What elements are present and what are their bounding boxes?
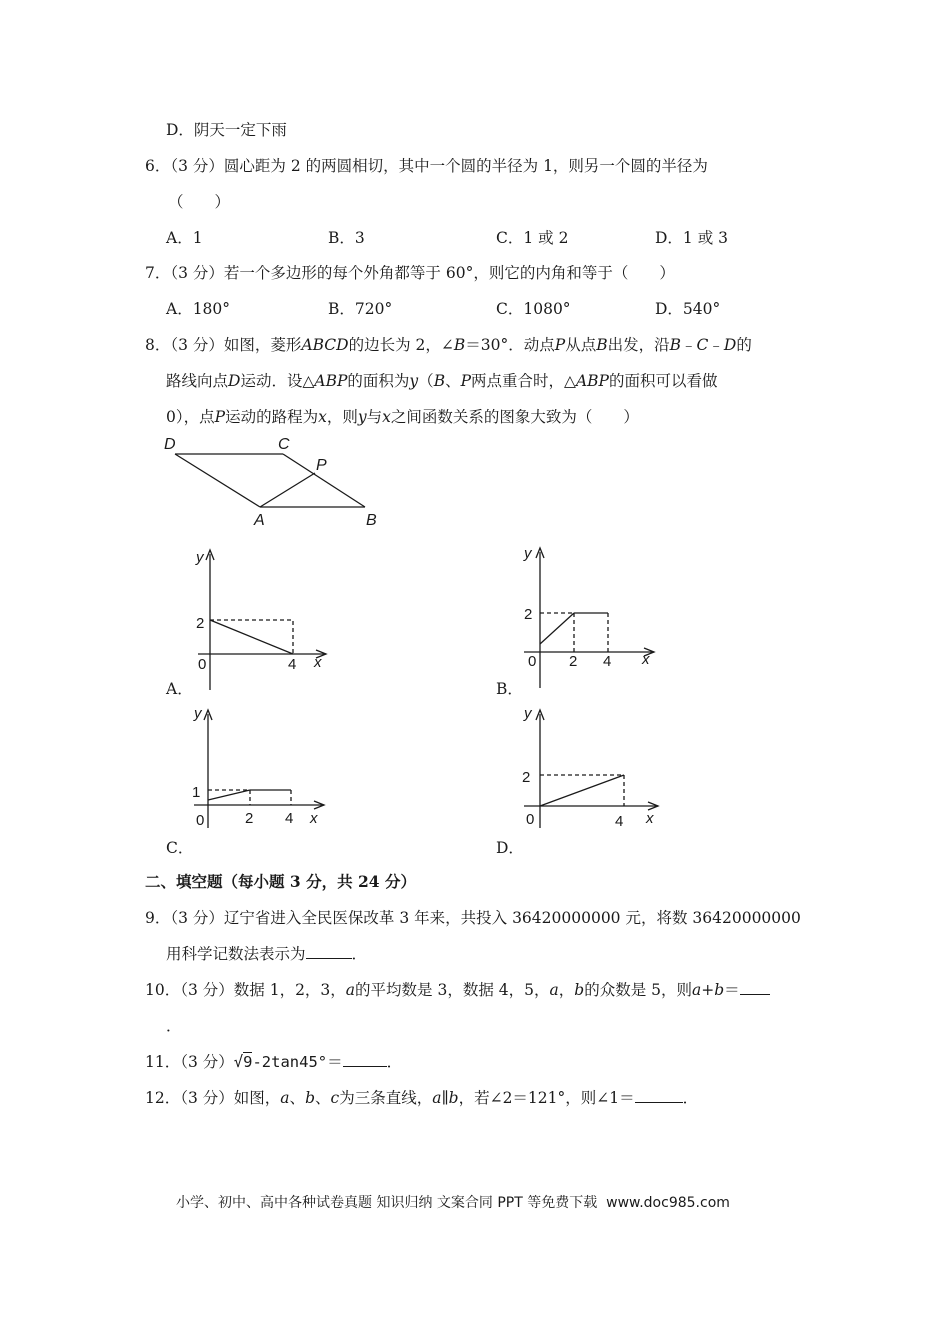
q7-number: 7． (145, 264, 171, 282)
q8-var: y (409, 372, 419, 390)
q12-text: ∥ (441, 1089, 449, 1107)
q8-var: D (228, 372, 241, 390)
q8-number: 8． (145, 336, 171, 354)
q10-var: a (549, 981, 559, 999)
graph-d (518, 702, 668, 830)
q9-end: ． (351, 945, 368, 963)
segment-ap (260, 473, 315, 507)
question-6 (145, 154, 708, 176)
origin-label: 0 (526, 811, 535, 828)
x-label: x (310, 810, 318, 827)
q8-text: 的 (736, 336, 752, 354)
x-tick: 4 (615, 813, 624, 830)
q8-text: ﹣ (708, 336, 724, 354)
graph-line-rise (208, 790, 250, 800)
q8-text: 、 (445, 372, 461, 390)
q10-text: ＝ (724, 981, 740, 999)
q11-answer-blank[interactable] (343, 1052, 387, 1067)
q8-var: y (357, 408, 367, 426)
q10-text: 的平均数是 3，数据 4，5， (355, 981, 550, 999)
q11-expression (234, 1052, 327, 1071)
y-tick: 2 (522, 769, 531, 786)
q8-var: P (460, 372, 472, 390)
question-8-line-1 (145, 333, 752, 355)
graph-line-rise (540, 613, 574, 644)
q11-score: （3 分） (180, 1053, 234, 1071)
q12-var: a (432, 1089, 442, 1107)
q11-radicand: 9 (243, 1053, 253, 1071)
q10-end: ． (166, 1017, 182, 1035)
q12-var: c (330, 1089, 340, 1107)
q8-var: B (596, 336, 608, 354)
q7-option-a: A．180° (166, 300, 231, 318)
q8-text: 与 (366, 408, 383, 426)
question-9 (145, 906, 801, 928)
x-tick-2: 2 (245, 810, 254, 827)
origin-label: 0 (528, 653, 537, 670)
q6-option-d: D．1 或 3 (655, 229, 729, 247)
label-p: P (316, 457, 327, 474)
q12-answer-blank[interactable] (635, 1088, 683, 1103)
graph-line (210, 620, 293, 654)
q8-var: B (453, 336, 466, 354)
q8-text: 的面积为 (347, 372, 410, 390)
q6-option-c: C．1 或 2 (496, 229, 569, 247)
q8-text: 的面积可以看做 (608, 372, 718, 390)
graph-line (540, 775, 624, 806)
q12-text: 为三条直线， (339, 1089, 433, 1107)
q8-var: C (696, 336, 709, 354)
sqrt-symbol: √ (233, 1053, 244, 1071)
x-tick-4: 4 (285, 810, 294, 827)
q6-number: 6． (145, 157, 171, 175)
question-8-line-3 (166, 405, 639, 427)
dashed-drop (250, 790, 291, 805)
y-label: y (196, 549, 204, 566)
q10-score: （3 分） (180, 981, 234, 999)
graph-d-label: D． (496, 839, 524, 857)
graph-c-label: C． (166, 839, 194, 857)
q12-number: 12． (145, 1089, 181, 1107)
y-tick: 2 (524, 606, 533, 623)
q8-var: ABP (314, 372, 348, 390)
q8-text: 0），点 (166, 408, 215, 426)
graph-c (188, 702, 338, 830)
q8-text: 运动的路程为 (225, 408, 319, 426)
q9-line-2 (166, 942, 367, 964)
q8-text: （ (418, 372, 434, 390)
q6-paren: （ ） (168, 193, 231, 211)
graph-a (188, 542, 338, 692)
dashed-drop (574, 613, 608, 652)
q8-var: ABCD (301, 336, 349, 354)
y-label: y (524, 705, 532, 722)
q8-text: 路线向点 (166, 372, 229, 390)
q8-var: P (214, 408, 226, 426)
origin-label: 0 (196, 812, 205, 829)
q10-answer-blank[interactable] (740, 980, 770, 995)
q12-end: ． (682, 1089, 699, 1107)
q6-score: （3 分） (170, 157, 224, 175)
q8-text: 运动．设△ (240, 372, 315, 390)
q7-stem: 若一个多边形的每个外角都等于 60°，则它的内角和等于（ ） (223, 264, 675, 282)
q9-score: （3 分） (170, 909, 224, 927)
q8-text: 出发，沿 (607, 336, 670, 354)
label-c: C (278, 436, 290, 453)
q12-var: b (448, 1089, 459, 1107)
q7-option-b: B．720° (328, 300, 393, 318)
origin-label: 0 (198, 656, 207, 673)
q6-stem: 圆心距为 2 的两圆相切，其中一个圆的半径为 1，则另一个圆的半径为 (223, 157, 708, 175)
question-7 (145, 261, 675, 283)
y-label: y (194, 705, 202, 722)
q10-var: a+b (692, 981, 725, 999)
q8-text: 如图，菱形 (223, 336, 302, 354)
question-11 (145, 1050, 402, 1072)
q8-var: x (318, 408, 327, 426)
q9-stem: 辽宁省进入全民医保改革 3 年来，共投入 36420000000 元，将数 36420000000 (223, 909, 801, 927)
graph-a-label: A． (166, 680, 193, 698)
x-tick: 4 (288, 656, 297, 673)
graph-b (518, 540, 668, 690)
q8-text: 的边长为 2，∠ (348, 336, 454, 354)
footer-text: 小学、初中、高中各种试卷真题 知识归纳 文案合同 PPT 等免费下载 (176, 1195, 598, 1211)
q12-var: a (280, 1089, 290, 1107)
label-d: D (164, 436, 176, 453)
question-8-line-2 (166, 369, 717, 391)
q11-number: 11． (145, 1053, 181, 1071)
label-a: A (254, 512, 265, 529)
graph-b-label: B． (496, 680, 523, 698)
q9-line-2-text: 用科学记数法表示为 (166, 945, 306, 963)
q7-option-d: D．540° (655, 300, 721, 318)
q9-answer-blank[interactable] (306, 944, 352, 959)
q12-text: ，若∠2＝121°，则∠1＝ (458, 1089, 635, 1107)
x-tick-4: 4 (603, 653, 612, 670)
q8-var: x (382, 408, 391, 426)
side-da (175, 454, 260, 507)
q12-text: 、 (315, 1089, 331, 1107)
question-12 (145, 1086, 698, 1108)
q10-text: ， (558, 981, 575, 999)
q8-text: ＝30°．动点 (465, 336, 555, 354)
q8-text: ﹣ (681, 336, 697, 354)
y-tick: 2 (196, 615, 205, 632)
q9-number: 9． (145, 909, 171, 927)
q8-text: ，则 (326, 408, 358, 426)
x-label: x (646, 810, 654, 827)
x-label: x (314, 654, 322, 671)
q11-eq: ＝ (327, 1053, 343, 1071)
q8-text: 之间函数关系的图象大致为（ ） (390, 408, 639, 426)
q8-var: P (554, 336, 566, 354)
footer (176, 1192, 730, 1212)
q8-text: 两点重合时，△ (471, 372, 576, 390)
rhombus-figure (160, 432, 390, 532)
q8-var: B (433, 372, 446, 390)
q8-score: （3 分） (170, 336, 224, 354)
q6-option-b: B．3 (328, 229, 365, 247)
question-10 (145, 978, 770, 1000)
label-b: B (366, 512, 377, 529)
q8-var: D (723, 336, 737, 354)
q8-var: B (669, 336, 682, 354)
y-label: y (524, 545, 532, 562)
q8-var: ABP (575, 372, 609, 390)
q7-score: （3 分） (170, 264, 224, 282)
footer-url[interactable]: www.doc985.com (606, 1195, 730, 1211)
q10-number: 10． (145, 981, 181, 999)
x-label: x (642, 651, 650, 668)
q10-text: 的众数是 5，则 (584, 981, 692, 999)
q12-var: b (305, 1089, 315, 1107)
q5-option-d: D．阴天一定下雨 (166, 121, 287, 139)
x-tick-2: 2 (569, 653, 578, 670)
q12-text: 如图， (233, 1089, 281, 1107)
q10-var: b (574, 981, 585, 999)
q6-option-a: A．1 (166, 229, 203, 247)
q11-end: ． (386, 1053, 403, 1071)
q8-text: 从点 (565, 336, 597, 354)
q10-text: 数据 1，2，3， (233, 981, 346, 999)
y-tick: 1 (192, 784, 201, 801)
q11-expr: -2tan45° (252, 1053, 328, 1071)
section-2-title: 二、填空题（每小题 3 分，共 24 分） (145, 872, 416, 891)
q12-score: （3 分） (180, 1089, 234, 1107)
q12-text: 、 (289, 1089, 306, 1107)
q10-var: a (345, 981, 356, 999)
q7-option-c: C．1080° (496, 300, 571, 318)
